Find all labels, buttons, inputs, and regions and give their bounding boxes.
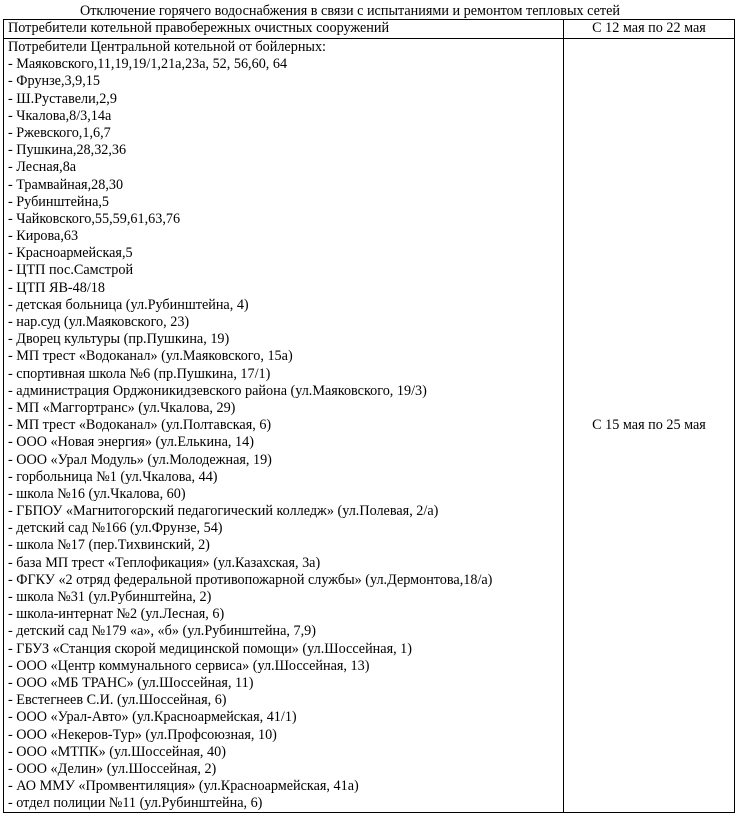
consumer-list-item: - ГБПОУ «Магнитогорский педагогический колледж» (ул.Полевая, 2/а) (8, 503, 439, 520)
consumer-list-item: - Дворец культуры (пр.Пушкина, 19) (8, 331, 230, 348)
consumer-list-item: - детский сад №179 «а», «б» (ул.Рубинштейна, 7,9) (8, 623, 316, 640)
consumer-list-item: - Чайковского,55,59,61,63,76 (8, 210, 181, 227)
consumer-list-item: - Ш.Руставели,2,9 (8, 90, 117, 107)
consumer-list-item: - ЦТП пос.Самстрой (8, 262, 134, 279)
document-title: Отключение горячего водоснабжения в связи с испытаниями и ремонтом тепловых сетей (79, 3, 621, 19)
consumer-list-item: - ГБУЗ «Станция скорой медицинской помощи» (ул.Шоссейная, 1) (8, 640, 413, 657)
schedule-table (3, 19, 735, 813)
consumer-list-item: - ООО «Урал Модуль» (ул.Молодежная, 19) (8, 451, 272, 468)
consumer-list-item: - нар.суд (ул.Маяковского, 23) (8, 314, 190, 330)
consumer-list-item: - ООО «МБ ТРАНС» (ул.Шоссейная, 11) (8, 674, 254, 691)
consumer-list-item: - ООО «Делин» (ул.Шоссейная, 2) (8, 760, 217, 777)
consumer-list-item: - Пушкина,28,32,36 (8, 142, 127, 159)
consumer-list-item: - администрация Орджоникидзевского района (ул.Маяковского, 19/3) (8, 382, 427, 399)
consumer-list-item: - спортивная школа №6 (пр.Пушкина, 17/1) (8, 365, 271, 382)
consumer-list-item: - ООО «Новая энергия» (ул.Елькина, 14) (8, 434, 254, 451)
consumer-list-item: - отдел полиции №11 (ул.Рубинштейна, 6) (8, 795, 263, 812)
body-row (4, 39, 735, 813)
header-date-cell: С 12 мая по 22 мая (564, 20, 735, 39)
header-row (4, 20, 735, 39)
consumer-list-item: - МП трест «Водоканал» (ул.Маяковского, 15а) (8, 348, 293, 365)
consumer-list-item: - Фрунзе,3,9,15 (8, 73, 100, 90)
consumer-list-item: - Рубинштейна,5 (8, 193, 110, 210)
consumer-list-item: - Евстегнеев С.И. (ул.Шоссейная, 6) (8, 692, 227, 709)
consumer-list-item: - Красноармейская,5 (8, 245, 133, 262)
consumer-list-item: - горбольница №1 (ул.Чкалова, 44) (8, 468, 218, 485)
consumer-list-item: - ООО «Некеров-Тур» (ул.Профсоюзная, 10) (8, 726, 277, 743)
consumer-list-item: Потребители Центральной котельной от бойлерных: (8, 39, 326, 55)
header-consumers-cell: Потребители котельной правобережных очистных сооружений (4, 20, 564, 39)
body-date-cell: С 15 мая по 25 мая (564, 39, 735, 813)
consumer-list-item: - ФГКУ «2 отряд федеральной противопожарной службы» (ул.Дермонтова,18/а) (8, 571, 493, 588)
consumer-list-item: - МП трест «Водоканал» (ул.Полтавская, 6) (8, 417, 272, 434)
consumer-list-item: - Маяковского,11,19,19/1,21а,23а, 52, 56,60, 64 (8, 56, 288, 73)
consumer-list-item: - ЦТП ЯВ-48/18 (8, 279, 105, 296)
consumer-list-item: - база МП трест «Теплофикация» (ул.Казахская, 3а) (8, 554, 321, 571)
consumer-list-cell (4, 39, 564, 813)
consumer-list-item: - школа №31 (ул.Рубинштейна, 2) (8, 589, 212, 605)
consumer-list-item: - ООО «Урал-Авто» (ул.Красноармейская, 41/1) (8, 709, 297, 726)
consumer-list-item: - Чкалова,8/3,14а (8, 107, 112, 124)
consumer-list-item: - ООО «Центр коммунального сервиса» (ул.Шоссейная, 13) (8, 657, 370, 674)
consumer-list-item: - Кирова,63 (8, 228, 79, 245)
consumer-list-item: - МП «Маггортранс» (ул.Чкалова, 29) (8, 399, 236, 416)
consumer-list-item: - АО ММУ «Промвентиляция» (ул.Красноармейская, 41а) (8, 778, 359, 795)
consumer-list-item: - детская больница (ул.Рубинштейна, 4) (8, 296, 249, 313)
consumer-list-item: - ООО «МТПК» (ул.Шоссейная, 40) (8, 743, 226, 760)
consumer-list-item: - школа-интернат №2 (ул.Лесная, 6) (8, 606, 225, 623)
consumer-list-item: - школа №17 (пер.Тихвинский, 2) (8, 537, 210, 554)
consumer-list-item: - Лесная,8а (8, 159, 77, 176)
consumer-list-item: - детский сад №166 (ул.Фрунзе, 54) (8, 520, 223, 537)
consumer-list-item: - школа №16 (ул.Чкалова, 60) (8, 485, 186, 502)
consumer-list-item: - Трамвайная,28,30 (8, 176, 124, 193)
consumer-list-item: - Ржевского,1,6,7 (8, 124, 111, 141)
